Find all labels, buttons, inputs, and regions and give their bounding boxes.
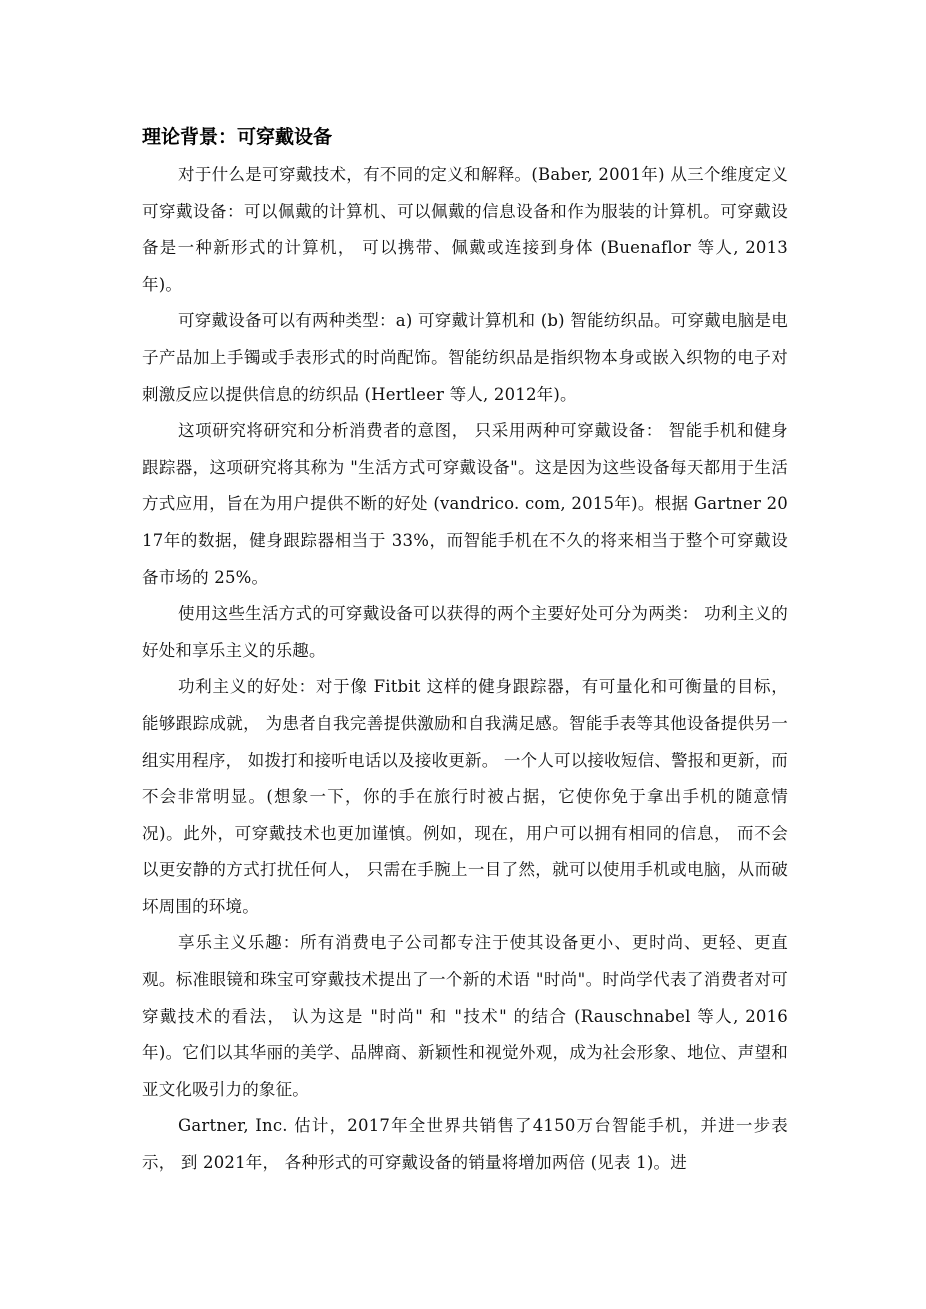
paragraph-utilitarian-benefits: 功利主义的好处：对于像 Fitbit 这样的健身跟踪器，有可量化和可衡量的目标， 能够跟踪成就， 为患者自我完善提供激励和自我满足感。智能手表等其他设备提供另一组实用程序， 如拨打和接听电话以及接收更新。 一个人可以接收短信、警报和更新，而不会非常明显。(想象一下，你的手在旅行时被占据，它使你免于拿出手机的随意情况)。此外，可穿戴技术也更加谨慎。例如，现在，用户可以拥有相同的信息， 而不会以更安静的方式打扰任何人， 只需在手腕上一目了然，就可以使用手机或电脑，从而破坏周围的环境。 (142, 677, 788, 916)
paragraph-types: 可穿戴设备可以有两种类型：a) 可穿戴计算机和 (b) 智能纺织品。可穿戴电脑是电子产品加上手镯或手表形式的时尚配饰。智能纺织品是指织物本身或嵌入织物的电子对刺激反应以提供信息的纺织品 (Hertleer 等人, 2012年)。 (142, 311, 788, 404)
paragraph-definitions: 对于什么是可穿戴技术，有不同的定义和解释。(Baber, 2001年) 从三个维度定义可穿戴设备：可以佩戴的计算机、可以佩戴的信息设备和作为服装的计算机。可穿戴设备是一种新形式的计算机， 可以携带、佩戴或连接到身体 (Buenaflor 等人, 2013年)。 (142, 165, 788, 294)
document-body (142, 122, 788, 1182)
paragraph-research-scope: 这项研究将研究和分析消费者的意图， 只采用两种可穿戴设备： 智能手机和健身跟踪器，这项研究将其称为 "生活方式可穿戴设备"。这是因为这些设备每天都用于生活方式应用，旨在为用户提供不断的好处 (vandrico. com, 2015年)。根据 Gartner 2017年的数据，健身跟踪器相当于 33%，而智能手机在不久的将来相当于整个可穿戴设备市场的 25%。 (142, 421, 788, 587)
paragraph-hedonic-pleasure: 享乐主义乐趣：所有消费电子公司都专注于使其设备更小、更时尚、更轻、更直观。标准眼镜和珠宝可穿戴技术提出了一个新的术语 "时尚"。时尚学代表了消费者对可穿戴技术的看法， 认为这是 "时尚" 和 "技术" 的结合 (Rauschnabel 等人, 2016年)。它们以其华丽的美学、品牌商、新颖性和视觉外观，成为社会形象、地位、声望和亚文化吸引力的象征。 (142, 933, 788, 1099)
paragraph-benefits-intro: 使用这些生活方式的可穿戴设备可以获得的两个主要好处可分为两类： 功利主义的好处和享乐主义的乐趣。 (142, 604, 788, 660)
section-heading: 理论背景：可穿戴设备 (142, 126, 333, 148)
paragraph-gartner-estimate: Gartner, Inc. 估计，2017年全世界共销售了4150万台智能手机，并进一步表示， 到 2021年， 各种形式的可穿戴设备的销量将增加两倍 (见表 1)。进 (142, 1116, 788, 1173)
